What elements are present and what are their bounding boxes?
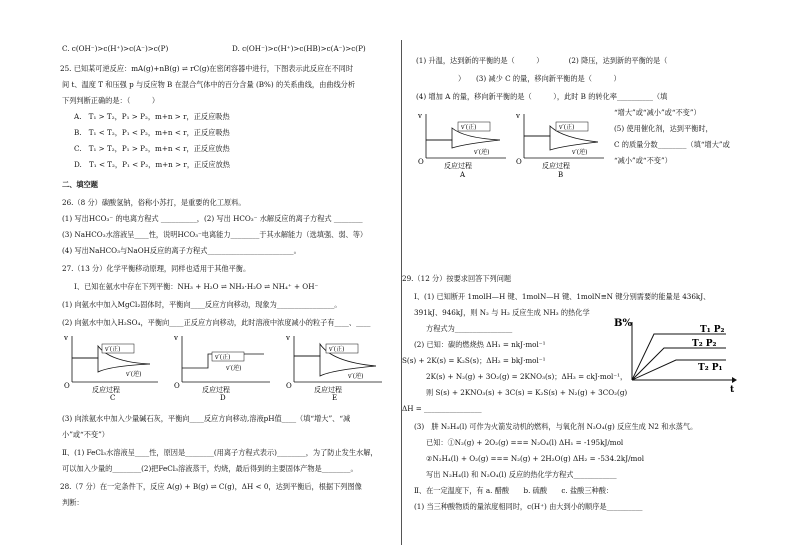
q29-i-2: (2) 已知：碳的燃烧热 ΔH₁ = nkJ·mol⁻¹ [414,340,546,349]
b-percent-graph [614,314,738,392]
q26-stem: 26.（8 分）碳酸氢钠，俗称小苏打，是重要的化工原料。 [62,198,246,207]
column-divider [401,40,402,545]
option-c: C. c(OH⁻)>c(H⁺)>c(A⁻)>c(P) [62,44,169,53]
rate-graphs-ab [412,110,608,180]
graph-b [515,112,604,179]
q28-sub5-cont2: “减小”或“不变”） [614,156,672,165]
q27-part-i: Ⅰ、已知在氨水中存在下列平衡：NH₃ + H₂O ⇌ NH₃·H₂O ⇌ NH₄⁺ + OH⁻ [74,282,319,291]
q28-stem: 28.（7 分）在一定条件下，反应 A(g) + B(g) ⇌ C(g)，ΔH < 0，达到平衡后，根据下列图像 [60,482,362,491]
q29-i-2c: 2K(s) + N₂(g) + 3O₂(g) = 2KNO₃(s)；ΔH₃ = ckJ·mol⁻¹， [426,372,628,381]
rev-label: v′(逆) [126,371,142,378]
q27-part-ii: Ⅱ、(1) FeCl₃水溶液呈____性，原因是________(用离子方程式表示)________，为了防止发生水解， [62,448,378,457]
curve-label-3: T₂ P₁ [698,363,723,373]
q28-sub1-2: (1) 升温，达到新的平衡的是（ ） (2) 降压，达到新的平衡的是（ [416,56,668,65]
q25-stem: 25. 已知某可逆反应：mA(g)+nB(g) ⇌ rC(g)在密闭容器中进行，下图表示此反应在不同时 [60,64,354,73]
q29-i-1b: 391kJ、946kJ，则 N₂ 与 H₂ 反应生成 NH₃ 的热化学 [414,308,590,317]
graph-c [63,334,158,400]
graph-d [173,334,270,400]
q29-ii: Ⅱ、在一定温度下，有 a. 醋酸 b. 硫酸 c. 盐酸三种酸： [414,486,614,495]
y-label: v [418,112,422,120]
origin: O [418,158,424,166]
q27-part-ii-cont: 可以加入少量的________(2)把FeCl₃溶液蒸干，灼烧，最后得到的主要固体产物是________。 [62,464,358,473]
q26-part1: (1) 写出HCO₃⁻ 的电离方程式 __________，(2) 写出 HCO₃⁻ 水解反应的离子方程式 ________ [62,214,363,223]
q28-sub5-cont: C 的质量分数________（填“增大”或 [614,140,730,149]
q25-option-a: A. T₁ > T₂，P₁ > P₂，m+n > r，正反应吸热 [74,112,230,121]
panel-letter: D [220,394,226,400]
y-label: v [174,334,178,342]
q25-option-b: B. T₁ < T₂，P₁ < P₂，m+n < r，正反应吸热 [74,128,230,137]
y-label: v [516,112,520,120]
panel-letter: C [110,394,116,400]
origin: O [516,158,522,166]
q29-i-3b: ②N₂H₄(l) + O₂(g) === N₂(g) + 2H₂O(g) ΔH₂ = -534.2kJ/mol [426,454,644,463]
rate-graphs-cde [58,332,396,400]
q27-sub2: (2) 向氨水中加入H₂SO₄，平衡向____正反应方向移动，此时溶液中浓度减小的粒子有____、____ [62,318,371,327]
q25-option-c: C. T₁ > T₂，P₁ > P₂，m+n < r，正反应放热 [74,144,230,153]
q29-stem: 29.（12 分）按要求回答下列问题 [402,274,512,283]
rev-label: v′(逆) [348,373,364,380]
q28-sub4: (4) 增加 A 的量，移向新平衡的是（ ），此时 B 的转化率__________（填 [416,92,668,101]
q25-option-d: D. T₁ < T₂，P₁ < P₂，m+n > r，正反应放热 [74,160,230,169]
q29-i-2d: 则 S(s) + 2KNO₃(s) + 3C(s) = K₂S(s) + N₂(g) + 3CO₂(g) [426,388,628,397]
section-heading: 二、填空题 [62,180,98,189]
q25-stem-2: 间 t、温度 T 和压强 p 与反应物 B 在混合气体中的百分含量 (B%) 的关系曲线，由曲线分析 [62,80,356,89]
origin: O [174,382,180,390]
q26-part4: (4) 写出NaHCO₃与NaOH反应的离子方程式________________________。 [62,246,301,255]
origin: O [286,382,292,390]
x-label: 反应过程 [542,162,570,170]
q29-i-3a: 已知：①N₂(g) + 2O₂(g) === N₂O₄(l) ΔH₁ = -195kJ/mol [426,438,624,447]
fwd-label: v′(正) [329,346,345,353]
q28-sub3: ） (3) 减少 C 的量，移向新平衡的是（ ） [458,74,621,83]
q29-i-3c: 写出 N₂H₄(l) 和 N₂O₄(l) 反应的热化学方程式____________ [426,470,617,479]
q29-i-1: Ⅰ、(1) 已知断开 1molH—H 键、1molN—H 键、1molN≡N 键分别需要的能量是 436kJ、 [414,292,711,301]
y-label: B% [614,318,632,329]
panel-letter: E [332,394,338,400]
graph-e [285,334,382,400]
fwd-label: v′(正) [105,346,121,353]
rev-label: v′(逆) [474,149,490,156]
q27-sub1: (1) 向氨水中加入MgCl₂固体时，平衡向____反应方向移动，现象为________________。 [62,300,342,309]
q27-stem: 27.（13 分）化学平衡移动原理，同样也适用于其他平衡。 [62,264,251,273]
fwd-label: v′(正) [215,354,231,361]
q29-i-2e: ΔH = ________________ [402,404,482,413]
q28-sub5: (5) 使用催化剂，达到平衡时， [614,124,713,133]
rev-label: v′(逆) [572,149,588,156]
q29-i-2b: S(s) + 2K(s) = K₂S(s)；ΔH₂ = bkJ·mol⁻¹ [402,356,546,365]
origin: O [64,382,70,390]
x-label: t [730,385,735,392]
q26-part3: (3) NaHCO₃水溶液呈____性，说明HCO₃⁻电离能力________于其水解能力（选填强、弱、等） [62,230,368,239]
fwd-label: v′(正) [559,124,575,131]
q29-i-3: (3) 肼 N₂H₄(l) 可作为火箭发动机的燃料，与氧化剂 N₂O₄(g) 反应生成 N2 和水蒸气。 [414,422,698,431]
curve-label-1: T₁ P₂ [700,325,725,335]
q28-sub4-cont: “增大”或“减小”或“不变”） [614,108,701,117]
q29-ii-1: (1) 当三种酸物质的量浓度相同时，c(H⁺) 由大到小的顺序是__________ [414,502,643,511]
option-d: D. c(OH⁻)>c(H⁺)>c(HB)>c(A⁻)>c(P) [232,44,366,53]
curve-label-2: T₂ P₂ [692,339,717,349]
y-label: v [286,334,290,342]
panel-letter: B [558,171,564,179]
x-label: 反应过程 [92,386,120,394]
fwd-label: v′(正) [461,124,477,131]
q28-stem-2: 判断： [62,498,84,507]
x-label: 反应过程 [314,386,342,394]
q29-i-1c: 方程式为________________ [426,324,513,333]
q27-sub3: (3) 向浓氨水中加入少量碱石灰，平衡向____反应方向移动,溶液pH值____（填“增大”、“减 [62,414,351,423]
rev-label: v′(逆) [226,365,242,372]
q25-stem-3: 下列判断正确的是：（ ） [62,96,160,105]
q27-sub3-cont: 小”或“不变”） [62,430,109,439]
panel-letter: A [460,171,466,179]
x-label: 反应过程 [444,162,472,170]
x-label: 反应过程 [202,386,230,394]
graph-a [417,112,506,179]
y-label: v [64,334,68,342]
